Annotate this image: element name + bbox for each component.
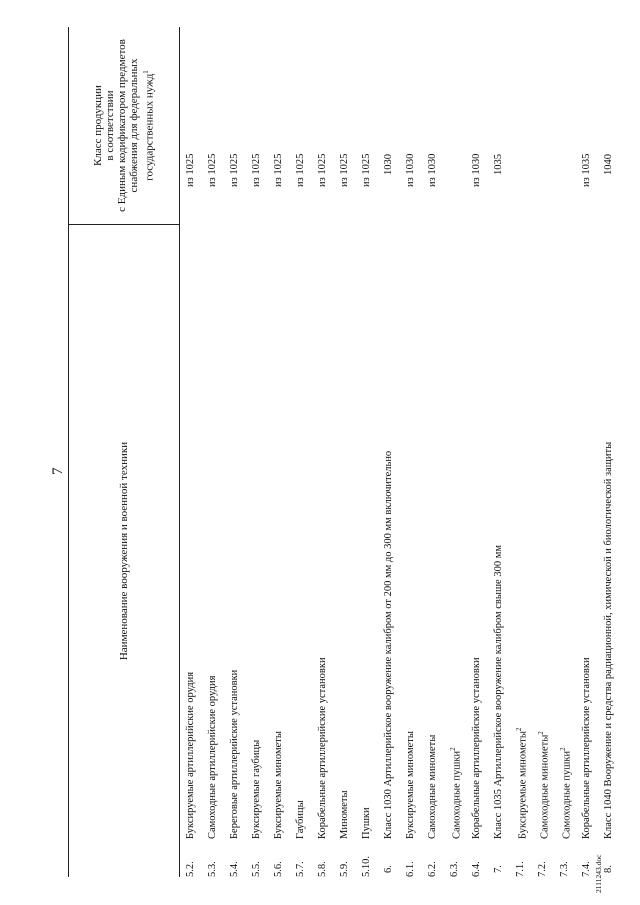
row-code: 6.2. bbox=[427, 861, 438, 877]
row-class: из 1025 bbox=[317, 153, 328, 187]
table-row bbox=[598, 27, 620, 877]
row-name-text: Минометы bbox=[339, 790, 350, 839]
row-name bbox=[185, 672, 196, 839]
row-name bbox=[559, 747, 573, 839]
header-class-line: Класс продукции bbox=[92, 85, 105, 166]
row-class: из 1025 bbox=[251, 153, 262, 187]
row-name-text: Корабельные артиллерийские установки bbox=[471, 657, 482, 839]
row-name bbox=[383, 451, 394, 839]
table-row bbox=[444, 27, 466, 877]
row-name-text: Класс 1040 Вооружение и средства радиационной, химической и биологической защиты bbox=[603, 441, 614, 839]
header-class-line-text: государственных нужд bbox=[143, 73, 156, 181]
row-class: из 1035 bbox=[581, 153, 592, 187]
row-code: 7.1. bbox=[515, 861, 526, 877]
footnote-marker: 2 bbox=[537, 731, 545, 735]
footnote-marker: 2 bbox=[515, 727, 523, 732]
header-class-line bbox=[140, 39, 156, 212]
row-class: из 1030 bbox=[471, 153, 482, 187]
table-header bbox=[68, 27, 180, 877]
row-code: 6.4. bbox=[471, 861, 482, 877]
row-name-text: Буксируемые артиллерийские орудия bbox=[185, 671, 196, 839]
row-name-text: Класс 1030 Артиллерийское вооружение калибром от 200 мм до 300 мм включительно bbox=[383, 450, 394, 839]
row-name-text: Буксируемые гаубицы bbox=[251, 739, 262, 839]
row-name bbox=[207, 676, 218, 839]
row-code: 5.7. bbox=[295, 861, 306, 877]
row-class: из 1025 bbox=[185, 153, 196, 187]
row-name bbox=[537, 731, 551, 839]
row-name-text: Самоходные минометы bbox=[427, 734, 438, 839]
row-code: 8. bbox=[603, 865, 614, 873]
row-code: 5.9. bbox=[339, 861, 350, 877]
page-number: 7 bbox=[50, 467, 66, 475]
row-name bbox=[405, 731, 416, 839]
table-body bbox=[180, 27, 620, 877]
table-row bbox=[422, 27, 444, 877]
row-name-text: Самоходные минометы bbox=[539, 734, 551, 839]
row-class: из 1030 bbox=[405, 153, 416, 187]
row-name-text: Буксируемые минометы bbox=[517, 731, 529, 839]
row-name bbox=[581, 657, 592, 839]
row-name-text: Самоходные артиллерийские орудия bbox=[207, 675, 218, 839]
row-class: 1030 bbox=[383, 154, 394, 175]
table-row bbox=[576, 27, 598, 877]
header-class-line: в соответствии bbox=[104, 90, 117, 161]
row-name bbox=[361, 807, 372, 839]
row-name bbox=[317, 657, 328, 839]
classification-table bbox=[68, 27, 620, 877]
footnote-marker: 2 bbox=[449, 747, 457, 751]
row-code: 6.1. bbox=[405, 861, 416, 877]
row-name bbox=[229, 670, 240, 839]
row-code: 5.2. bbox=[185, 861, 196, 877]
table-row bbox=[356, 27, 378, 877]
row-code: 5.4. bbox=[229, 861, 240, 877]
row-code: 7.3. bbox=[559, 861, 570, 877]
row-class: из 1025 bbox=[229, 153, 240, 187]
row-name-text: Самоходные пушки bbox=[451, 750, 463, 839]
header-class-line: снабжения для федеральных bbox=[128, 58, 141, 193]
row-code: 5.6. bbox=[273, 861, 284, 877]
row-name bbox=[427, 735, 438, 839]
table-row bbox=[224, 27, 246, 877]
row-code: 5.8. bbox=[317, 861, 328, 877]
row-class: из 1025 bbox=[207, 153, 218, 187]
table-row bbox=[466, 27, 488, 877]
table-row bbox=[268, 27, 290, 877]
row-name bbox=[251, 740, 262, 839]
row-code: 6.3. bbox=[449, 861, 460, 877]
row-code: 7.2. bbox=[537, 861, 548, 877]
row-name bbox=[273, 731, 284, 839]
row-name-text: Корабельные артиллерийские установки bbox=[317, 657, 328, 839]
row-class: из 1025 bbox=[295, 153, 306, 187]
row-name bbox=[471, 657, 482, 839]
row-code: 5.3. bbox=[207, 861, 218, 877]
row-class: 1040 bbox=[603, 154, 614, 175]
row-name bbox=[449, 747, 463, 839]
row-code: 7. bbox=[493, 865, 504, 873]
table-row bbox=[510, 27, 532, 877]
table-row bbox=[312, 27, 334, 877]
header-name-column: Наименование вооружения и военной техники bbox=[69, 224, 179, 877]
row-class: из 1030 bbox=[427, 153, 438, 187]
row-name-text: Береговые артиллерийские установки bbox=[229, 669, 240, 839]
table-row bbox=[378, 27, 400, 877]
row-code: 7.4. bbox=[581, 861, 592, 877]
row-code: 5.10. bbox=[361, 856, 372, 877]
row-code: 6. bbox=[383, 865, 394, 873]
row-class: 1035 bbox=[493, 154, 504, 175]
row-name bbox=[515, 728, 529, 839]
row-name bbox=[295, 800, 306, 839]
footnote-marker: 1 bbox=[142, 70, 151, 74]
row-name-text: Самоходные пушки bbox=[561, 750, 573, 839]
row-name-text: Гаубицы bbox=[295, 800, 306, 839]
header-class-line: с Единым кодификатором предметов bbox=[116, 39, 129, 212]
table-row bbox=[400, 27, 422, 877]
row-class: из 1025 bbox=[339, 153, 350, 187]
row-name-text: Класс 1035 Артиллерийское вооружение калибром свыше 300 мм bbox=[493, 545, 504, 839]
table-row bbox=[290, 27, 312, 877]
table-row bbox=[554, 27, 576, 877]
table-row bbox=[246, 27, 268, 877]
table-row bbox=[334, 27, 356, 877]
table-row bbox=[180, 27, 202, 877]
header-class-column bbox=[69, 27, 179, 224]
row-class: из 1025 bbox=[361, 153, 372, 187]
table-row bbox=[202, 27, 224, 877]
footer-filename: 2111243.doc bbox=[594, 854, 603, 893]
row-name bbox=[339, 790, 350, 839]
table-row bbox=[532, 27, 554, 877]
row-name-text: Буксируемые минометы bbox=[405, 731, 416, 839]
table-row bbox=[488, 27, 510, 877]
row-name bbox=[493, 545, 504, 839]
row-name-text: Буксируемые минометы bbox=[273, 731, 284, 839]
row-name-text: Пушки bbox=[361, 807, 372, 839]
row-name bbox=[603, 442, 614, 839]
row-class: из 1025 bbox=[273, 153, 284, 187]
row-code: 5.5. bbox=[251, 861, 262, 877]
footnote-marker: 2 bbox=[559, 747, 567, 751]
row-name-text: Корабельные артиллерийские установки bbox=[581, 657, 592, 839]
